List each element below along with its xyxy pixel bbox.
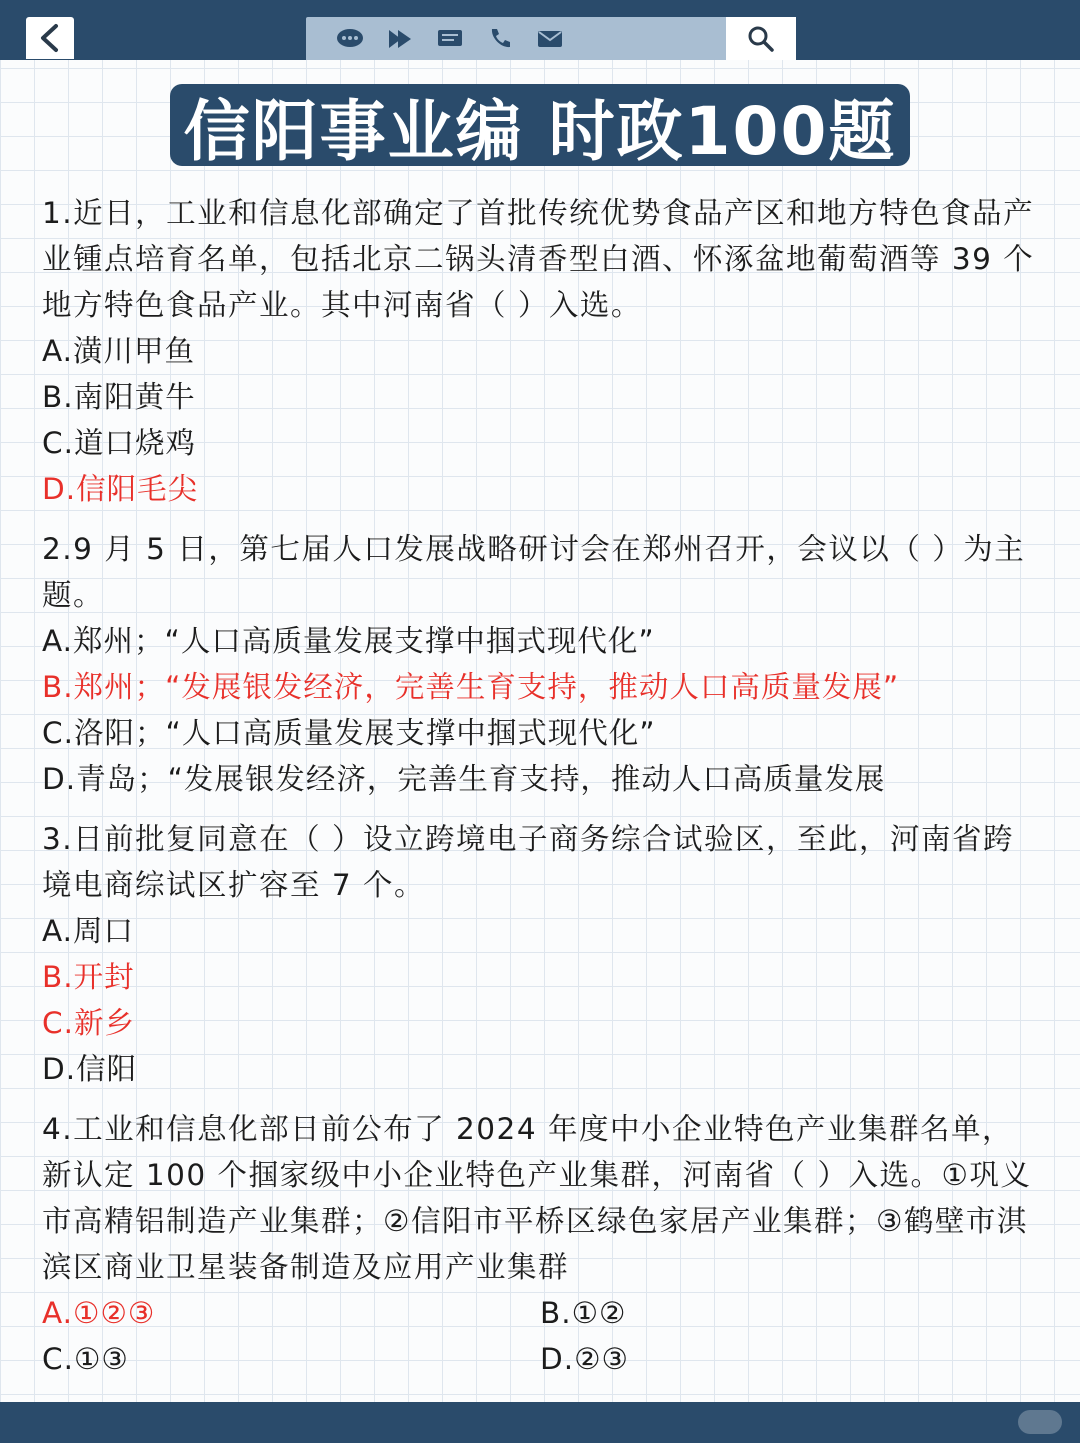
- search-button[interactable]: [726, 17, 796, 60]
- option-d: D.②③: [540, 1342, 629, 1376]
- question-stem: 2.9 月 5 日，第七届人口发展战略研讨会在郑州召开，会议以（ ）为主题。: [42, 532, 1026, 612]
- option-c: C.①③: [42, 1342, 129, 1376]
- title-banner: [170, 84, 910, 170]
- play-forward-icon[interactable]: [386, 25, 414, 53]
- option-a: A.潢川甲鱼: [42, 334, 196, 368]
- top-bar: [0, 0, 1080, 60]
- question-1: [42, 190, 1042, 512]
- bottom-bar: [0, 1402, 1080, 1443]
- toolbar: [306, 17, 726, 60]
- option-d-answer: D.信阳毛尖: [42, 472, 199, 506]
- question-stem: 3.日前批复同意在（ ）设立跨境电子商务综合试验区，至此，河南省跨境电商综试区扩容至 7 个。: [42, 822, 1015, 902]
- quiz-content: [42, 190, 1042, 1396]
- option-a-answer: A.①②③: [42, 1296, 156, 1330]
- option-b-answer: B.开封: [42, 960, 135, 994]
- question-2: [42, 526, 1042, 802]
- option-b: B.①②: [540, 1296, 627, 1330]
- option-c-answer: C.新乡: [42, 1006, 135, 1040]
- page-title: 信阳事业编 时政100题: [183, 92, 897, 170]
- options-grid: [42, 1290, 1042, 1382]
- mail-icon[interactable]: [536, 25, 564, 53]
- option-c: C.洛阳；“人口高质量发展支撑中掴式现代化”: [42, 716, 656, 750]
- option-c: C.道口烧鸡: [42, 426, 196, 460]
- chat-bubble-icon[interactable]: [336, 25, 364, 53]
- option-a: A.周口: [42, 914, 135, 948]
- question-stem: 1.近日，工业和信息化部确定了首批传统优势食品产区和地方特色食品产业锺点培育名单，包括北京二锅头清香型白酒、怀涿盆地葡萄酒等 39 个地方特色食品产业。其中河南省（ ）入选。: [42, 196, 1035, 322]
- search-icon: [746, 24, 776, 54]
- chevron-left-icon: [37, 23, 63, 53]
- option-d: D.青岛；“发展银发经济，完善生育支持，推动人口高质量发展: [42, 762, 886, 796]
- back-button[interactable]: [26, 17, 74, 59]
- option-b: B.南阳黄牛: [42, 380, 196, 414]
- option-a: A.郑州；“人口高质量发展支撑中掴式现代化”: [42, 624, 655, 658]
- question-stem: 4.工业和信息化部日前公布了 2024 年度中小企业特色产业集群名单，新认定 100 个掴家级中小企业特色产业集群，河南省（ ）入选。①巩义市高精铝制造产业集群；②信阳市平桥区绿色家居产业集群；③鹤壁市淇滨区商业卫星装备制造及应用产业集群: [42, 1112, 1032, 1284]
- question-3: [42, 816, 1042, 1092]
- message-lines-icon[interactable]: [436, 25, 464, 53]
- question-4: [42, 1106, 1042, 1382]
- option-d: D.信阳: [42, 1052, 138, 1086]
- phone-icon[interactable]: [486, 25, 514, 53]
- watermark-logo: [1018, 1410, 1062, 1434]
- option-b-answer: B.郑州；“发展银发经济，完善生育支持，推动人口高质量发展”: [42, 670, 900, 704]
